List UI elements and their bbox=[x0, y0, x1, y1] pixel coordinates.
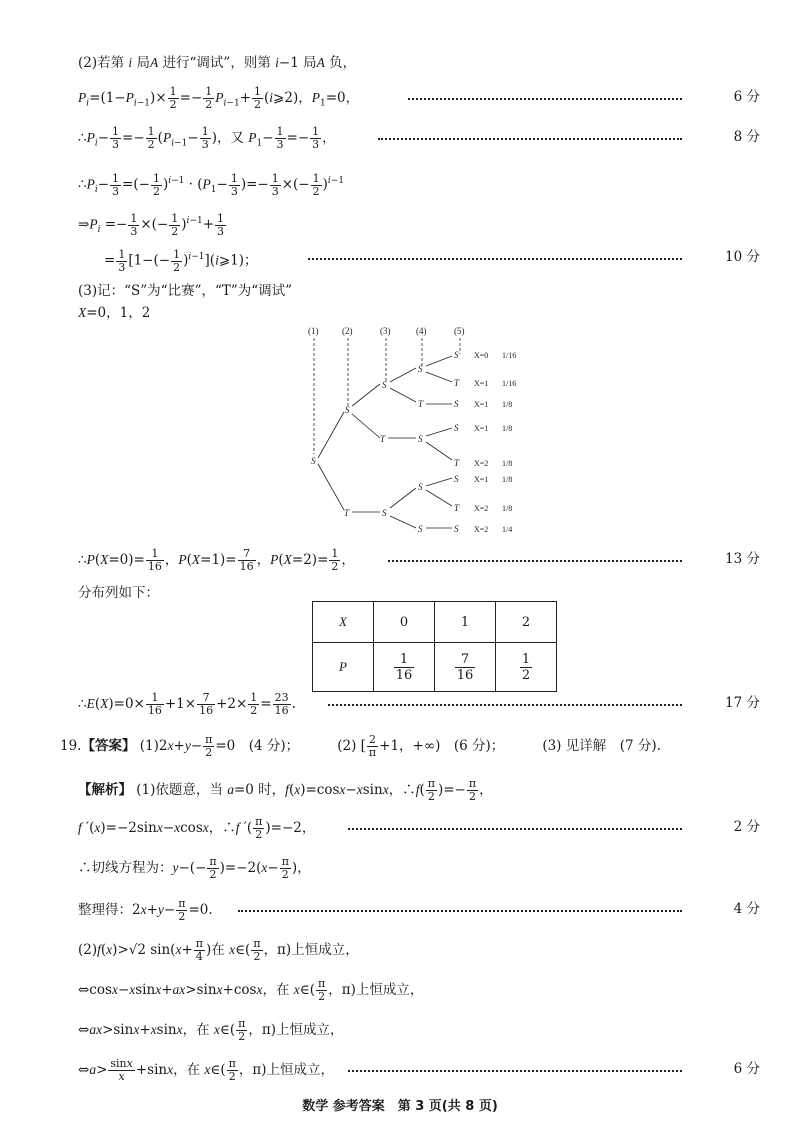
score-mark: 17 分 bbox=[725, 695, 760, 711]
outcome-prob: 1/16 bbox=[502, 351, 517, 360]
outcome-label: X=1 bbox=[474, 379, 489, 388]
page-footer: 数学 参考答案 第 3 页(共 8 页) bbox=[302, 1099, 498, 1114]
distribution-table bbox=[312, 601, 557, 692]
solution-line: ∴P(X=0)= $\frac{1}{16}$ ，P(X=1)= $\frac{7}{16}$ ，P(X=2)= $\frac{1}{2}$ ， 13 分 bbox=[78, 547, 760, 573]
tree-node: T bbox=[418, 399, 424, 409]
score-mark: 8 分 bbox=[733, 129, 760, 145]
outcome-label: X=2 bbox=[474, 504, 489, 513]
tree-node: S bbox=[454, 524, 459, 534]
solution-line: ⇔ax>sinx+xsinx，在 x∈( $\frac{\pi}{2}$ ，π)上恒成立， bbox=[78, 1017, 344, 1043]
solution-line: $P_i=(1-P_{i-1})\times$ $\frac{1}{2}$ =− $\frac{1}{2}$ $P_{i-1}+$ $\frac{1}{2}$ (i⩾2)，$P_1=0$， 6 分 bbox=[78, 85, 760, 111]
solution-line: $\Rightarrow P_i$ =− $\frac{1}{3}$ ×(− $\frac{1}{2}$ )$^{i-1}$+ $\frac{1}{3}$ bbox=[78, 211, 225, 238]
tree-node: S bbox=[418, 364, 423, 374]
tree-node: T bbox=[344, 508, 350, 518]
table-header-cell: 2 bbox=[496, 602, 557, 643]
outcome-label: X=1 bbox=[474, 424, 489, 433]
solution-line: X=0，1，2 bbox=[78, 305, 151, 321]
score-mark: 2 分 bbox=[733, 819, 760, 835]
tree-node: S bbox=[382, 380, 387, 390]
tree-node: S bbox=[454, 423, 459, 433]
solution-line: f ′(x)=−2sinx−xcosx，∴f ′( $\frac{\pi}{2}$ )=−2， 2 分 bbox=[78, 815, 760, 841]
table-cell: P bbox=[313, 643, 374, 692]
tree-node: S bbox=[418, 482, 423, 492]
outcome-label: X=2 bbox=[474, 459, 489, 468]
tree-level-label: (3) bbox=[380, 326, 391, 336]
tree-node: S bbox=[454, 474, 459, 484]
solution-line: ∴E(X)=0× $\frac{1}{16}$ +1× $\frac{7}{16}$ +2× $\frac{1}{2}$ = $\frac{23}{16}$ . 17 分 bbox=[78, 691, 760, 717]
tree-level-label: (2) bbox=[342, 326, 353, 336]
solution-line: (2)若第 i 局A 进行“调试”，则第 i−1 局A 负， bbox=[78, 55, 357, 71]
score-mark: 13 分 bbox=[725, 551, 760, 567]
tree-level-label: (1) bbox=[308, 326, 319, 336]
outcome-prob: 1/8 bbox=[502, 504, 513, 513]
outcome-prob: 1/8 bbox=[502, 400, 513, 409]
solution-line: 【解析】 (1)依题意，当 a=0 时，f(x)=cosx−xsinx，∴f( $\frac{\pi}{2}$ )=− $\frac{\pi}{2}$ ， bbox=[78, 777, 493, 803]
solution-line: $\therefore P_i-$ $\frac{1}{3}$ =(− $\frac{1}{2}$ )$^{i-1} \cdot (P_1-$ $\frac{1}{3}$ )=− $\frac{1}{3}$ ×(− $\frac{1}{2}$ )$^{i-1}$ bbox=[78, 171, 345, 198]
solution-line: 分布列如下： bbox=[78, 585, 159, 601]
outcome-label: X=1 bbox=[474, 400, 489, 409]
answer-line: 19.【答案】 (1)2x+y− $\frac{\pi}{2}$ =0 (4 分)； (2) [ $\frac{2}{\pi}$ +1，+∞) (6 分)； (3) 见详解 (7 分). bbox=[60, 733, 661, 759]
solution-line: ⇔a> $\frac{\sin x}{x}$ +sinx，在 x∈( $\frac{\pi}{2}$ ，π)上恒成立， 6 分 bbox=[78, 1057, 760, 1083]
tree-node: S bbox=[345, 405, 350, 415]
table-cell: $\frac{1}{16}$ bbox=[374, 643, 435, 692]
outcome-prob: 1/16 bbox=[502, 379, 517, 388]
score-mark: 6 分 bbox=[733, 1061, 760, 1077]
outcome-prob: 1/8 bbox=[502, 459, 513, 468]
table-cell: $\frac{7}{16}$ bbox=[435, 643, 496, 692]
tree-node: T bbox=[454, 458, 460, 468]
table-header-cell: 0 bbox=[374, 602, 435, 643]
outcome-prob: 1/4 bbox=[502, 525, 513, 534]
solution-line: = $\frac{1}{3}$ [1−(− $\frac{1}{2}$ )$^{i-1}$](i⩾1)； 10 分 bbox=[104, 247, 760, 274]
tree-node: S bbox=[454, 350, 459, 360]
tree-node: S bbox=[418, 524, 423, 534]
tree-node: S bbox=[382, 508, 387, 518]
score-mark: 10 分 bbox=[725, 249, 760, 265]
tree-level-label: (4) bbox=[416, 326, 427, 336]
table-header-cell: 1 bbox=[435, 602, 496, 643]
solution-line: ⇔cosx−xsinx+ax>sinx+cosx，在 x∈( $\frac{\pi}{2}$ ，π)上恒成立， bbox=[78, 977, 424, 1003]
tree-node: S bbox=[454, 399, 459, 409]
tree-level-label: (5) bbox=[454, 326, 465, 336]
solution-line: (3)记：“S”为“比赛”，“T”为“调试” bbox=[78, 283, 293, 299]
outcome-label: X=0 bbox=[474, 351, 489, 360]
tree-node: T bbox=[454, 503, 460, 513]
outcome-prob: 1/8 bbox=[502, 475, 513, 484]
solution-line: ∴切线方程为：y−(− $\frac{\pi}{2}$ )=−2(x− $\frac{\pi}{2}$ )， bbox=[78, 855, 311, 881]
table-cell: $\frac{1}{2}$ bbox=[496, 643, 557, 692]
outcome-label: X=1 bbox=[474, 475, 489, 484]
solution-line: $\therefore P_i-$ $\frac{1}{3}$ =− $\frac{1}{2}$ ($P_{i-1}-$ $\frac{1}{3}$ )，又 $P_1-$ $\frac{1}{3}$ =− $\frac{1}{3}$ ， 8 分 bbox=[78, 125, 760, 151]
score-mark: 4 分 bbox=[733, 901, 760, 917]
tree-node: T bbox=[380, 434, 386, 444]
outcome-prob: 1/8 bbox=[502, 424, 513, 433]
outcome-label: X=2 bbox=[474, 525, 489, 534]
solution-line: (2)f(x)>√2 sin(x+ $\frac{\pi}{4}$ )在 x∈( $\frac{\pi}{2}$ ，π)上恒成立， bbox=[78, 937, 359, 963]
tree-node: S bbox=[311, 456, 316, 466]
tree-node: S bbox=[418, 434, 423, 444]
score-mark: 6 分 bbox=[733, 89, 760, 105]
tree-node: T bbox=[454, 378, 460, 388]
probability-tree bbox=[300, 322, 540, 544]
solution-line: 整理得：2x+y− $\frac{\pi}{2}$ =0. 4 分 bbox=[78, 897, 760, 923]
table-header-cell: X bbox=[313, 602, 374, 643]
